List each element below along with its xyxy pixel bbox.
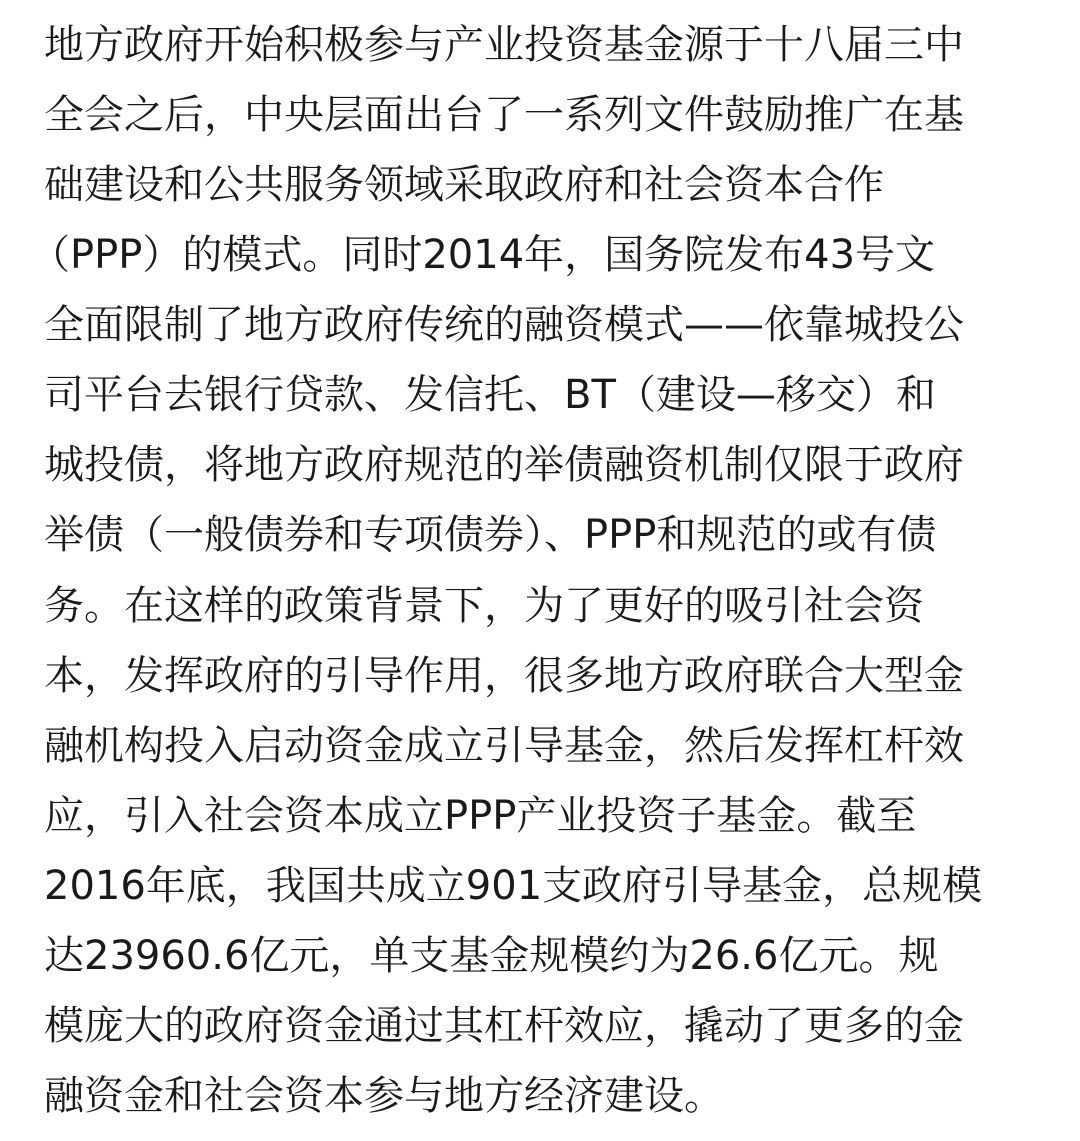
paragraph-line: 本，发挥政府的引导作用，很多地方政府联合大型金	[44, 653, 964, 699]
paragraph-line: 2016年底，我国共成立901支政府引导基金，总规模	[44, 863, 983, 909]
paragraph-line: 融机构投入启动资金成立引导基金，然后发挥杠杆效	[44, 723, 964, 769]
paragraph-line: 地方政府开始积极参与产业投资基金源于十八届三中	[44, 22, 964, 68]
paragraph-line: 模庞大的政府资金通过其杠杆效应，撬动了更多的金	[44, 1003, 964, 1049]
paragraph-line: 举债（一般债券和专项债券）、PPP和规范的或有债	[44, 512, 937, 558]
paragraph-line: 达23960.6亿元，单支基金规模约为26.6亿元。规	[44, 933, 939, 979]
paragraph-line: 全会之后，中央层面出台了一系列文件鼓励推广在基	[44, 92, 964, 138]
paragraph-line: 融资金和社会资本参与地方经济建设。	[44, 1073, 724, 1119]
paragraph-line: 应，引入社会资本成立PPP产业投资子基金。截至	[44, 793, 917, 839]
paragraph-line: 础建设和公共服务领域采取政府和社会资本合作	[44, 162, 884, 208]
paragraph-line: 务。在这样的政策背景下，为了更好的吸引社会资	[44, 583, 924, 629]
paragraph-line: 城投债，将地方政府规范的举债融资机制仅限于政府	[44, 442, 964, 488]
paragraph-line: 全面限制了地方政府传统的融资模式——依靠城投公	[44, 302, 964, 348]
paragraph-line: （PPP）的模式。同时2014年，国务院发布43号文	[30, 232, 936, 278]
paragraph-line: 司平台去银行贷款、发信托、BT（建设—移交）和	[44, 372, 936, 418]
